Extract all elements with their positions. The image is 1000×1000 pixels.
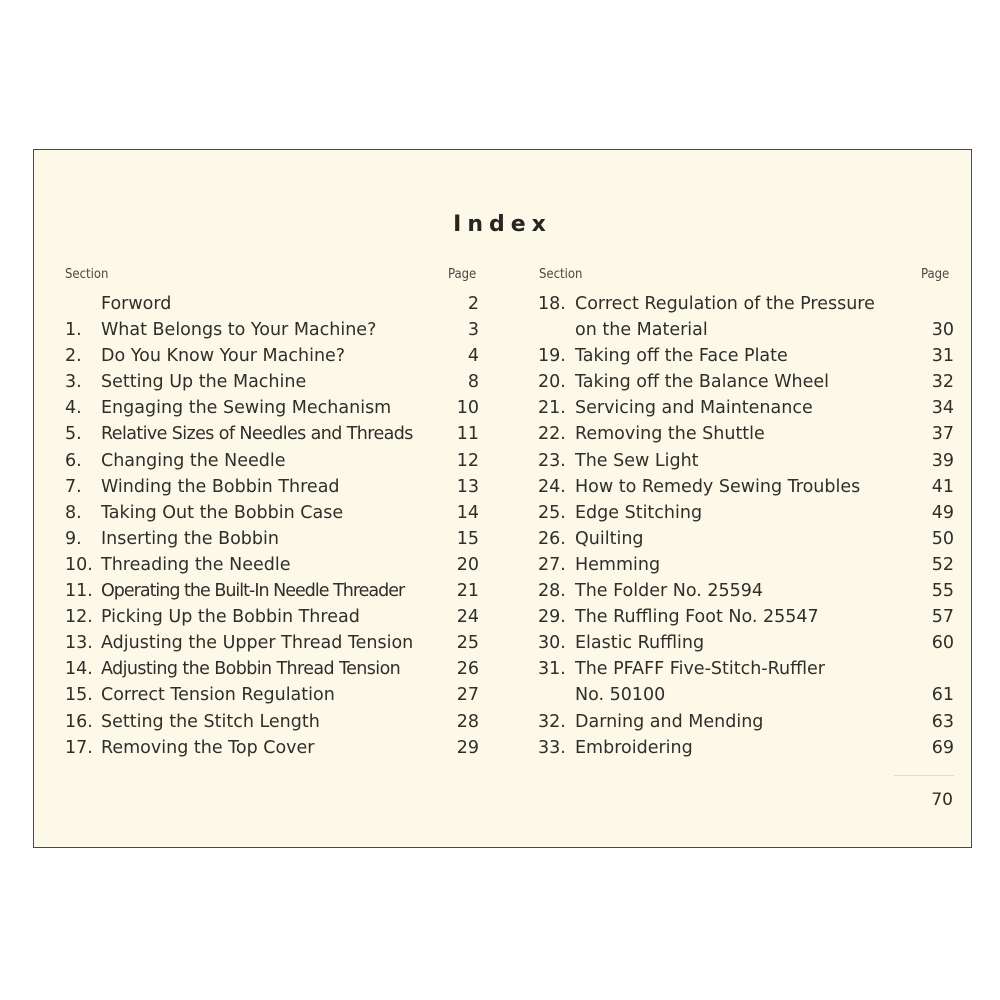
entry-number: 32.: [538, 711, 566, 732]
page-number: 70: [931, 790, 953, 810]
entry-number: 30.: [538, 633, 566, 654]
entry-title: Operating the Built-In Needle Threader: [101, 581, 405, 602]
entry-number: 18.: [538, 294, 566, 314]
right-page-header: Page: [921, 267, 950, 282]
entry-title: on the Material: [575, 320, 708, 341]
index-entry: [65, 630, 479, 656]
index-page: [33, 149, 972, 848]
index-entry: [538, 552, 954, 578]
index-entry: [538, 395, 954, 421]
index-entry: [65, 343, 479, 369]
entry-page: 29: [456, 737, 479, 758]
entry-number: 11.: [65, 581, 93, 602]
entry-number: 4.: [65, 398, 82, 419]
index-entry: [65, 526, 479, 552]
entry-number: 28.: [538, 581, 566, 602]
entry-number: 19.: [538, 346, 566, 367]
entry-number: 15.: [65, 685, 93, 706]
entry-page: 2: [467, 294, 479, 314]
entry-number: 3.: [65, 372, 82, 393]
left-page-header: Page: [448, 267, 477, 282]
entry-page: 69: [931, 737, 954, 758]
index-entry: [65, 656, 479, 682]
entry-title: Embroidering: [575, 737, 693, 758]
entry-title: Darning and Mending: [575, 711, 764, 732]
index-entry: [65, 709, 479, 735]
entry-page: 50: [931, 528, 954, 549]
entry-title: Changing the Needle: [101, 450, 286, 471]
entry-page: 21: [456, 581, 479, 602]
entry-number: 1.: [65, 320, 82, 341]
index-entry: [538, 630, 954, 656]
entry-number: 7.: [65, 476, 82, 497]
entry-title: Elastic Ruffling: [575, 633, 705, 654]
index-entry: [65, 291, 479, 317]
index-entry-continuation: [538, 317, 954, 343]
entry-title: Removing the Shuttle: [575, 424, 765, 445]
entry-title: The Sew Light: [575, 450, 699, 471]
entry-page: 55: [931, 581, 954, 602]
entry-title: Adjusting the Upper Thread Tension: [101, 633, 414, 654]
entry-number: 6.: [65, 450, 82, 471]
entry-page: 10: [456, 398, 479, 419]
right-section-header: Section: [539, 267, 583, 282]
entry-number: 31.: [538, 659, 566, 680]
index-entry: [65, 421, 479, 447]
entry-title: Taking off the Balance Wheel: [575, 372, 830, 393]
entry-page: 8: [467, 372, 479, 393]
entry-number: 5.: [65, 424, 82, 445]
left-section-header: Section: [65, 267, 109, 282]
index-entry: [65, 395, 479, 421]
entry-title: Servicing and Maintenance: [575, 398, 813, 419]
entry-page: 63: [931, 711, 954, 732]
entry-page: 12: [456, 450, 479, 471]
entry-title: Inserting the Bobbin: [101, 528, 279, 549]
entry-title: Picking Up the Bobbin Thread: [101, 607, 360, 628]
entry-title: Taking off the Face Plate: [575, 346, 788, 367]
entry-number: 2.: [65, 346, 82, 367]
index-entry: [65, 735, 479, 761]
entry-page: 34: [931, 398, 954, 419]
entry-page: 25: [456, 633, 479, 654]
entry-page: 31: [931, 346, 954, 367]
entry-page: 61: [931, 685, 954, 706]
entry-page: 32: [931, 372, 954, 393]
footer-divider: [894, 775, 954, 776]
entry-title: Taking Out the Bobbin Case: [101, 502, 344, 523]
entry-title: Relative Sizes of Needles and Threads: [101, 424, 413, 445]
index-entry: [538, 578, 954, 604]
entry-page: 52: [931, 554, 954, 575]
entry-page: 20: [456, 554, 479, 575]
entry-title: What Belongs to Your Machine?: [101, 320, 377, 341]
entry-title: Engaging the Sewing Mechanism: [101, 398, 392, 419]
entry-title: Quilting: [575, 528, 644, 549]
entry-number: 14.: [65, 659, 93, 680]
entry-page: 11: [456, 424, 479, 445]
entry-page: 4: [467, 346, 479, 367]
index-entry: [538, 421, 954, 447]
entry-title: No. 50100: [575, 685, 666, 706]
entry-title: Do You Know Your Machine?: [101, 346, 346, 367]
entry-page: 28: [456, 711, 479, 732]
entry-number: 8.: [65, 502, 82, 523]
entry-page: 13: [456, 476, 479, 497]
entry-title: Threading the Needle: [101, 554, 291, 575]
entry-number: 33.: [538, 737, 566, 758]
entry-title: The Folder No. 25594: [575, 581, 764, 602]
entry-title: Setting the Stitch Length: [101, 711, 320, 732]
entry-number: 21.: [538, 398, 566, 419]
entry-number: 22.: [538, 424, 566, 445]
index-entry-continuation: [538, 682, 954, 708]
index-entry: [65, 500, 479, 526]
index-entry: [538, 474, 954, 500]
entry-title: Edge Stitching: [575, 502, 703, 523]
entry-page: 3: [467, 320, 479, 341]
index-entry: [538, 709, 954, 735]
entry-title: The PFAFF Five-Stitch-Ruffler: [575, 659, 825, 680]
entry-number: 25.: [538, 502, 566, 523]
entry-page: 41: [931, 476, 954, 497]
entry-page: 26: [456, 659, 479, 680]
index-entry: [538, 343, 954, 369]
index-entry: [65, 474, 479, 500]
entry-page: 15: [456, 528, 479, 549]
entry-title: Adjusting the Bobbin Thread Tension: [101, 659, 401, 680]
entry-number: 9.: [65, 528, 82, 549]
entry-page: 39: [931, 450, 954, 471]
index-entry: [65, 317, 479, 343]
entry-page: 49: [931, 502, 954, 523]
entry-number: 26.: [538, 528, 566, 549]
index-entry: [538, 526, 954, 552]
index-entry: [65, 448, 479, 474]
entry-page: 37: [931, 424, 954, 445]
entry-page: 24: [456, 607, 479, 628]
index-entry: [65, 578, 479, 604]
entry-title: Correct Tension Regulation: [101, 685, 335, 706]
index-entry: [65, 552, 479, 578]
entry-page: 14: [456, 502, 479, 523]
entry-page: 27: [456, 685, 479, 706]
entry-title: Forword: [101, 294, 172, 314]
entry-number: 27.: [538, 554, 566, 575]
entry-title: Setting Up the Machine: [101, 372, 307, 393]
entry-number: 23.: [538, 450, 566, 471]
entry-title: Winding the Bobbin Thread: [101, 476, 340, 497]
entry-title: Removing the Top Cover: [101, 737, 315, 758]
entry-number: 29.: [538, 607, 566, 628]
right-index-column: [538, 291, 954, 761]
index-entry: [538, 500, 954, 526]
entry-number: 10.: [65, 554, 93, 575]
index-entry: [538, 735, 954, 761]
index-entry: [538, 604, 954, 630]
page-title: Index: [453, 212, 552, 237]
index-entry: [538, 291, 954, 317]
entry-title: Hemming: [575, 554, 661, 575]
entry-number: 17.: [65, 737, 93, 758]
entry-number: 12.: [65, 607, 93, 628]
index-entry: [65, 604, 479, 630]
entry-page: 60: [931, 633, 954, 654]
entry-page: 57: [931, 607, 954, 628]
entry-number: 20.: [538, 372, 566, 393]
index-entry: [65, 369, 479, 395]
entry-page: 30: [931, 320, 954, 341]
entry-title: The Ruffling Foot No. 25547: [575, 607, 819, 628]
index-entry: [538, 656, 954, 682]
left-index-column: [65, 291, 479, 761]
entry-number: 16.: [65, 711, 93, 732]
entry-title: Correct Regulation of the Pressure: [575, 294, 875, 314]
entry-title: How to Remedy Sewing Troubles: [575, 476, 861, 497]
entry-number: 24.: [538, 476, 566, 497]
entry-number: 13.: [65, 633, 93, 654]
index-entry: [538, 369, 954, 395]
index-entry: [538, 448, 954, 474]
index-entry: [65, 682, 479, 708]
